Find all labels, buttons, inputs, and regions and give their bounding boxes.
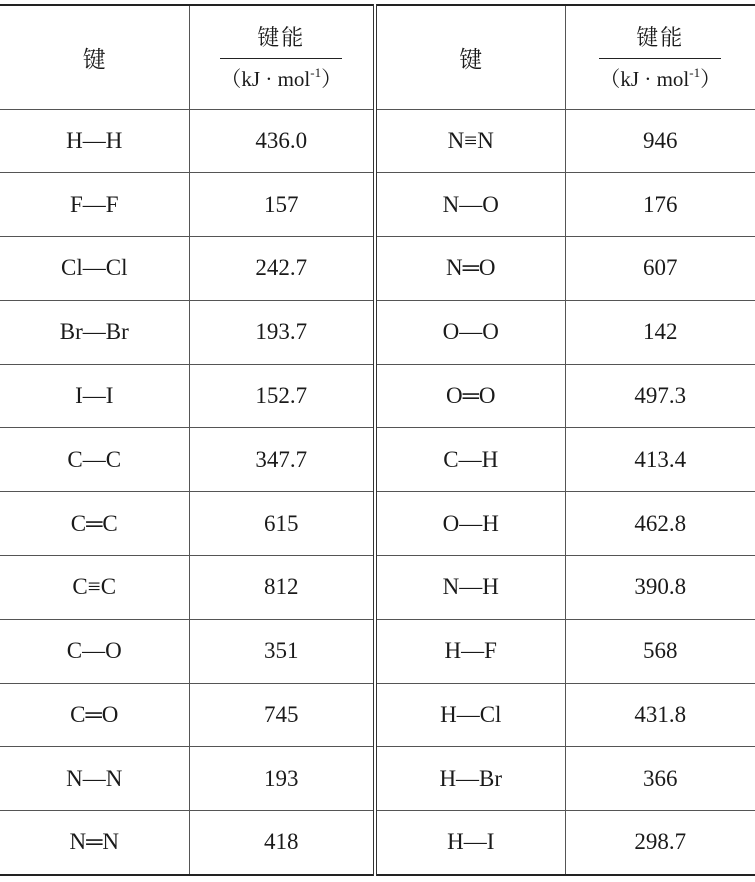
- table-row: [0, 300, 755, 364]
- fraction-line-right: [599, 58, 721, 59]
- header-unit-right: （kJ · mol$^{-1}$）: [599, 65, 722, 92]
- fraction-line-left: [220, 58, 342, 59]
- table-header-row: [0, 5, 755, 109]
- table-row: [0, 492, 755, 556]
- table-row: [0, 747, 755, 811]
- table-row: [0, 173, 755, 237]
- energy-cell-left: 347.7: [189, 428, 375, 492]
- energy-cell-left: 615: [189, 492, 375, 556]
- bond-cell-left: C═O: [0, 683, 189, 747]
- table-row: [0, 683, 755, 747]
- header-energy-name-left: 键能: [257, 26, 306, 52]
- table-row: [0, 811, 755, 875]
- energy-cell-right: 366: [565, 747, 755, 811]
- table-row: [0, 109, 755, 173]
- bond-cell-left: I—I: [0, 364, 189, 428]
- energy-cell-left: 812: [189, 556, 375, 620]
- table-row: [0, 556, 755, 620]
- energy-cell-right: 413.4: [565, 428, 755, 492]
- bond-cell-right: N═O: [375, 237, 565, 301]
- bond-cell-left: F—F: [0, 173, 189, 237]
- bond-cell-right: N≡N: [375, 109, 565, 173]
- energy-cell-left: 745: [189, 683, 375, 747]
- energy-cell-right: 142: [565, 300, 755, 364]
- table-row: [0, 237, 755, 301]
- bond-cell-right: O═O: [375, 364, 565, 428]
- energy-cell-left: 193.7: [189, 300, 375, 364]
- header-energy-right: [565, 5, 755, 109]
- header-energy-left: [189, 5, 375, 109]
- energy-cell-right: 568: [565, 619, 755, 683]
- energy-cell-left: 418: [189, 811, 375, 875]
- bond-cell-left: N═N: [0, 811, 189, 875]
- bond-cell-right: H—I: [375, 811, 565, 875]
- bond-cell-left: C—O: [0, 619, 189, 683]
- bond-cell-right: H—F: [375, 619, 565, 683]
- energy-cell-right: 462.8: [565, 492, 755, 556]
- table-row: [0, 619, 755, 683]
- energy-cell-right: 946: [565, 109, 755, 173]
- bond-cell-right: H—Cl: [375, 683, 565, 747]
- bond-cell-right: C—H: [375, 428, 565, 492]
- table-body: [0, 109, 755, 875]
- header-energy-name-right: 键能: [636, 26, 685, 52]
- energy-cell-right: 431.8: [565, 683, 755, 747]
- table-row: [0, 428, 755, 492]
- bond-cell-left: Cl—Cl: [0, 237, 189, 301]
- bond-cell-right: H—Br: [375, 747, 565, 811]
- bond-cell-left: N—N: [0, 747, 189, 811]
- energy-cell-right: 176: [565, 173, 755, 237]
- energy-cell-left: 351: [189, 619, 375, 683]
- table-row: [0, 364, 755, 428]
- header-bond-right: 键: [375, 5, 565, 109]
- energy-cell-left: 436.0: [189, 109, 375, 173]
- energy-cell-left: 242.7: [189, 237, 375, 301]
- bond-cell-left: C≡C: [0, 556, 189, 620]
- energy-cell-left: 157: [189, 173, 375, 237]
- header-bond-left: 键: [0, 5, 189, 109]
- bond-cell-right: N—H: [375, 556, 565, 620]
- header-unit-left: （kJ · mol$^{-1}$）: [220, 65, 343, 92]
- energy-cell-right: 298.7: [634, 829, 687, 855]
- bond-cell-left: H—H: [0, 109, 189, 173]
- bond-cell-left: Br—Br: [0, 300, 189, 364]
- energy-cell-left: 193: [189, 747, 375, 811]
- bond-cell-right: O—O: [375, 300, 565, 364]
- bond-cell-left: C—C: [0, 428, 189, 492]
- bond-cell-left: C═C: [0, 492, 189, 556]
- energy-cell-right: 497.3: [565, 364, 755, 428]
- energy-cell-right: 390.8: [565, 556, 755, 620]
- bond-energy-table: [0, 4, 755, 876]
- energy-cell-left: 152.7: [189, 364, 375, 428]
- bond-cell-right: N—O: [375, 173, 565, 237]
- bond-cell-right: O—H: [375, 492, 565, 556]
- energy-cell-right: 607: [565, 237, 755, 301]
